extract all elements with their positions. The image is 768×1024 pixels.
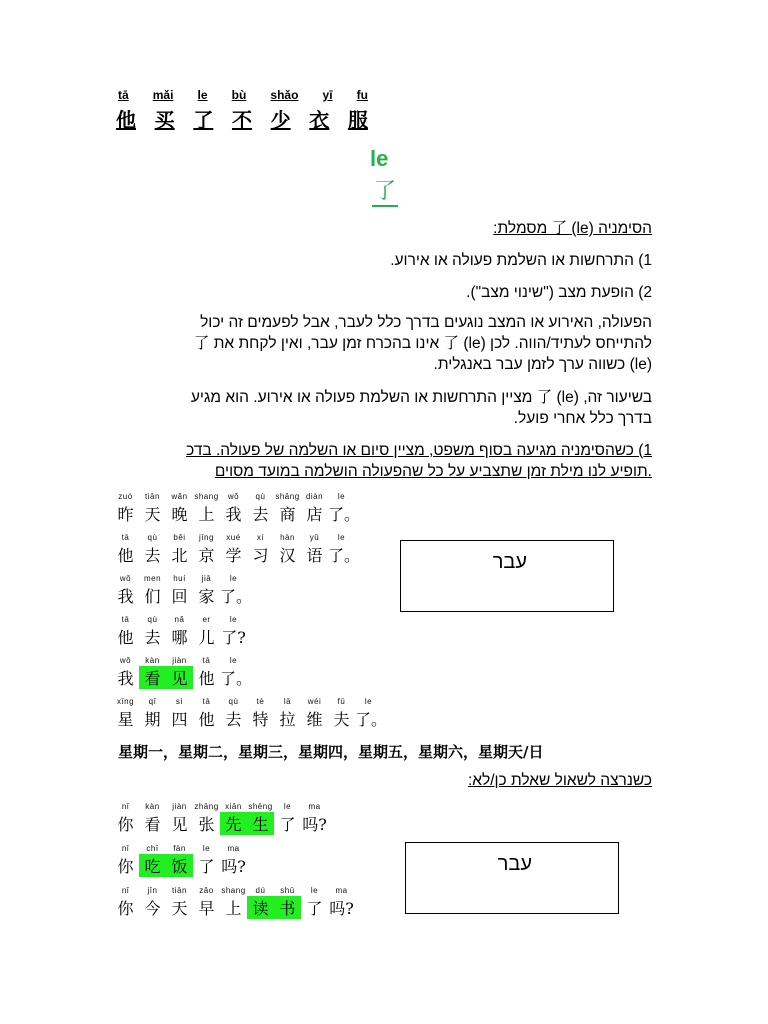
- pinyin-syllable: wǒ: [119, 574, 132, 583]
- pinyin-syllable: nǎ: [174, 615, 185, 624]
- past-tense-label-2: עבר: [497, 853, 532, 875]
- hanzi-char: 见: [171, 815, 188, 834]
- pinyin-syllable: wéi: [307, 697, 322, 706]
- pinyin-syllable: běi: [173, 533, 186, 542]
- days-of-week: 星期一，星期二，星期三，星期四，星期五，星期六，星期天/日: [118, 743, 544, 761]
- title-hanzi-char: 买: [154, 108, 175, 132]
- pinyin-syllable: shāng: [275, 492, 300, 501]
- title-pinyin-syllable: le: [197, 88, 208, 102]
- hanzi-char: 店: [306, 505, 323, 524]
- le-hanzi-heading: 了: [372, 174, 398, 207]
- section-1-line-2: .תופיע לנו מילת זמן שתצביע על כל שהפעולה הושלמה במועד מסוים: [214, 463, 652, 480]
- hanzi-char: 习: [252, 546, 269, 565]
- pinyin-syllable: tiān: [172, 886, 187, 895]
- pinyin-syllable: kàn: [145, 802, 160, 811]
- hanzi-char: 吗?: [302, 815, 327, 834]
- hanzi-char: 了?: [221, 628, 246, 647]
- title-hanzi-char: 他: [116, 108, 136, 132]
- title-pinyin: [118, 88, 368, 102]
- title-pinyin-syllable: mǎi: [152, 88, 174, 102]
- hanzi-char: 看: [139, 666, 166, 689]
- hanzi-char: 天: [171, 899, 188, 918]
- pinyin-syllable: dú: [255, 886, 266, 895]
- pinyin-syllable: kàn: [145, 656, 160, 665]
- pinyin-syllable: le: [229, 574, 238, 583]
- past-tense-label-1: עבר: [492, 551, 527, 573]
- hanzi-char: 了。: [355, 710, 388, 729]
- pinyin-syllable: xué: [226, 533, 241, 542]
- pinyin-syllable: jiàn: [172, 802, 187, 811]
- example-sentence-pinyin: [112, 656, 247, 665]
- hanzi-char: 见: [166, 666, 193, 689]
- pinyin-syllable: chī: [146, 844, 159, 853]
- pinyin-syllable: zuó: [118, 492, 133, 501]
- example-sentence-hanzi: [112, 625, 247, 648]
- title-hanzi-char: 衣: [309, 108, 330, 132]
- example-sentence-pinyin: [112, 615, 247, 624]
- hanzi-char: 读: [247, 896, 274, 919]
- example-sentence-hanzi: [112, 584, 253, 607]
- hanzi-char: 先: [220, 812, 247, 835]
- hanzi-char: 商: [279, 505, 296, 524]
- hanzi-char: 看: [144, 815, 161, 834]
- hanzi-char: 你: [117, 899, 134, 918]
- hanzi-char: 今: [144, 899, 161, 918]
- pinyin-syllable: ma: [308, 802, 321, 811]
- pinyin-syllable: tā: [121, 615, 130, 624]
- title-hanzi-char: 不: [231, 108, 252, 132]
- pinyin-syllable: jīn: [147, 886, 158, 895]
- pinyin-syllable: xiān: [225, 802, 242, 811]
- lesson-line-1: בשיעור זה, 了 (le) מציין התרחשות או השלמת פעולה או אירוע. הוא מגיע: [190, 389, 652, 406]
- hanzi-char: 吃: [139, 854, 166, 877]
- pinyin-syllable: shū: [280, 886, 295, 895]
- pinyin-syllable: hàn: [280, 533, 295, 542]
- question-sentence-hanzi: [112, 896, 355, 919]
- hanzi-char: 了。: [220, 669, 253, 688]
- hanzi-char: 他: [117, 546, 134, 565]
- pinyin-syllable: diàn: [305, 492, 324, 501]
- example-sentence-pinyin: [112, 574, 247, 583]
- pinyin-syllable: lā: [283, 697, 292, 706]
- pinyin-syllable: yǔ: [309, 533, 320, 542]
- question-sentence-pinyin: [112, 886, 355, 895]
- pinyin-syllable: zǎo: [199, 886, 214, 895]
- pinyin-syllable: qī: [148, 697, 157, 706]
- hanzi-char: 生: [247, 812, 274, 835]
- hanzi-char: 他: [198, 710, 215, 729]
- title-pinyin-syllable: bù: [231, 88, 247, 102]
- hanzi-char: 他: [117, 628, 134, 647]
- hanzi-char: 家: [198, 587, 215, 606]
- pinyin-syllable: qù: [228, 697, 239, 706]
- hanzi-char: 去: [144, 546, 161, 565]
- hanzi-char: 夫: [333, 710, 350, 729]
- marker-heading: הסימניה 了 (le) מסמלת:: [493, 220, 652, 237]
- hanzi-char: 上: [198, 505, 215, 524]
- question-sentence-hanzi: [112, 854, 247, 877]
- pinyin-syllable: jiàn: [172, 656, 187, 665]
- example-sentence-pinyin: [112, 492, 355, 501]
- pinyin-syllable: jiā: [201, 574, 212, 583]
- hanzi-char: 汉: [279, 546, 296, 565]
- hanzi-char: 上: [225, 899, 242, 918]
- pinyin-syllable: tè: [256, 697, 265, 706]
- hanzi-char: 们: [144, 587, 161, 606]
- pinyin-syllable: nǐ: [121, 802, 130, 811]
- note-line-3: (le) כשווה ערך לזמן עבר באנגלית.: [433, 356, 652, 373]
- pinyin-syllable: le: [283, 802, 292, 811]
- lesson-line-2: בדרך כלל אחרי פועל.: [513, 410, 652, 427]
- pinyin-syllable: tā: [121, 533, 130, 542]
- hanzi-char: 京: [198, 546, 215, 565]
- pinyin-syllable: le: [202, 844, 211, 853]
- pinyin-syllable: le: [337, 533, 346, 542]
- hanzi-char: 学: [225, 546, 242, 565]
- past-tense-box-2: [405, 842, 619, 914]
- hanzi-char: 我: [117, 587, 134, 606]
- pinyin-syllable: le: [229, 656, 238, 665]
- hanzi-char: 吗?: [329, 899, 354, 918]
- pinyin-syllable: tā: [202, 656, 211, 665]
- hanzi-char: 特: [252, 710, 269, 729]
- pinyin-syllable: nǐ: [121, 886, 130, 895]
- pinyin-syllable: tā: [202, 697, 211, 706]
- question-sentence-hanzi: [112, 812, 328, 835]
- pinyin-syllable: tiān: [145, 492, 160, 501]
- hanzi-char: 早: [198, 899, 215, 918]
- example-sentence-hanzi: [112, 502, 361, 525]
- point-2: 2) הופעת מצב ("שינוי מצב").: [466, 284, 652, 301]
- title-hanzi-char: 少: [270, 108, 291, 132]
- hanzi-char: 儿: [198, 628, 215, 647]
- hanzi-char: 吗?: [221, 857, 246, 876]
- hanzi-char: 你: [117, 857, 134, 876]
- point-1: 1) התרחשות או השלמת פעולה או אירוע.: [390, 252, 652, 269]
- hanzi-char: 语: [306, 546, 323, 565]
- pinyin-syllable: fū: [337, 697, 346, 706]
- hanzi-char: 我: [225, 505, 242, 524]
- note-line-2: להתייחס לעתיד/הווה. לכן 了 (le) אינו בהכרח זמן עבר, ואין לקחת את 了: [193, 335, 652, 352]
- title-pinyin-syllable: tā: [118, 88, 129, 102]
- hanzi-char: 他: [198, 669, 215, 688]
- hanzi-char: 维: [306, 710, 323, 729]
- hanzi-char: 北: [171, 546, 188, 565]
- hanzi-char: 张: [198, 815, 215, 834]
- pinyin-syllable: ma: [227, 844, 240, 853]
- pinyin-syllable: jīng: [199, 533, 214, 542]
- hanzi-char: 了: [279, 815, 296, 834]
- pinyin-syllable: qù: [255, 492, 266, 501]
- hanzi-char: 天: [144, 505, 161, 524]
- yes-no-question-heading: כשנרצה לשאול שאלת כן/לא:: [467, 772, 652, 789]
- example-sentence-pinyin: [112, 533, 355, 542]
- pinyin-syllable: le: [364, 697, 373, 706]
- pinyin-syllable: men: [143, 574, 162, 583]
- question-sentence-pinyin: [112, 802, 328, 811]
- hanzi-char: 去: [252, 505, 269, 524]
- pinyin-syllable: qù: [147, 533, 158, 542]
- hanzi-char: 了。: [220, 587, 253, 606]
- example-sentence-hanzi: [112, 543, 361, 566]
- title-hanzi: [116, 104, 368, 133]
- section-1-line-1: 1) כשהסימניה מגיעה בסוף משפט, מציין סיום או השלמה של פעולה. בדכ: [186, 442, 652, 459]
- hanzi-char: 了。: [328, 546, 361, 565]
- question-sentence-pinyin: [112, 844, 247, 853]
- hanzi-char: 了: [306, 899, 323, 918]
- hanzi-char: 你: [117, 815, 134, 834]
- pinyin-syllable: wǒ: [227, 492, 240, 501]
- title-hanzi-char: 了: [193, 108, 214, 132]
- pinyin-syllable: zhāng: [194, 802, 219, 811]
- hanzi-char: 饭: [166, 854, 193, 877]
- example-sentence-hanzi: [112, 666, 253, 689]
- title-hanzi-char: 服: [347, 108, 368, 132]
- pinyin-syllable: fàn: [173, 844, 186, 853]
- pinyin-syllable: wǒ: [119, 656, 132, 665]
- le-pinyin-heading: le: [370, 146, 389, 171]
- hanzi-char: 哪: [171, 628, 188, 647]
- hanzi-char: 拉: [279, 710, 296, 729]
- hanzi-char: 去: [144, 628, 161, 647]
- hanzi-char: 昨: [117, 505, 134, 524]
- pinyin-syllable: le: [310, 886, 319, 895]
- pinyin-syllable: qù: [147, 615, 158, 624]
- hanzi-char: 期: [144, 710, 161, 729]
- pinyin-syllable: huí: [173, 574, 186, 583]
- title-pinyin-syllable: yī: [322, 88, 333, 102]
- pinyin-syllable: shang: [221, 886, 246, 895]
- past-tense-box-1: [400, 540, 614, 612]
- title-pinyin-syllable: fu: [356, 88, 368, 102]
- pinyin-syllable: xīng: [116, 697, 135, 706]
- note-line-1: הפעולה, האירוע או המצב נוגעים בדרך כלל לעבר, אבל לפעמים זה יכול: [200, 314, 652, 331]
- hanzi-char: 书: [274, 896, 301, 919]
- pinyin-syllable: le: [337, 492, 346, 501]
- hanzi-char: 四: [171, 710, 188, 729]
- pinyin-syllable: ma: [335, 886, 348, 895]
- pinyin-syllable: sì: [175, 697, 184, 706]
- pinyin-syllable: shēng: [248, 802, 273, 811]
- hanzi-char: 了。: [328, 505, 361, 524]
- hanzi-char: 回: [171, 587, 188, 606]
- hanzi-char: 星: [117, 710, 134, 729]
- example-sentence-pinyin: [112, 697, 382, 706]
- pinyin-syllable: nǐ: [121, 844, 130, 853]
- hanzi-char: 了: [198, 857, 215, 876]
- hanzi-char: 晚: [171, 505, 188, 524]
- pinyin-syllable: shang: [194, 492, 219, 501]
- example-sentence-hanzi: [112, 707, 388, 730]
- pinyin-syllable: wǎn: [171, 492, 188, 501]
- pinyin-syllable: le: [229, 615, 238, 624]
- hanzi-char: 去: [225, 710, 242, 729]
- title-pinyin-syllable: shǎo: [270, 88, 299, 102]
- hanzi-char: 我: [117, 669, 134, 688]
- pinyin-syllable: er: [202, 615, 211, 624]
- pinyin-syllable: xí: [256, 533, 265, 542]
